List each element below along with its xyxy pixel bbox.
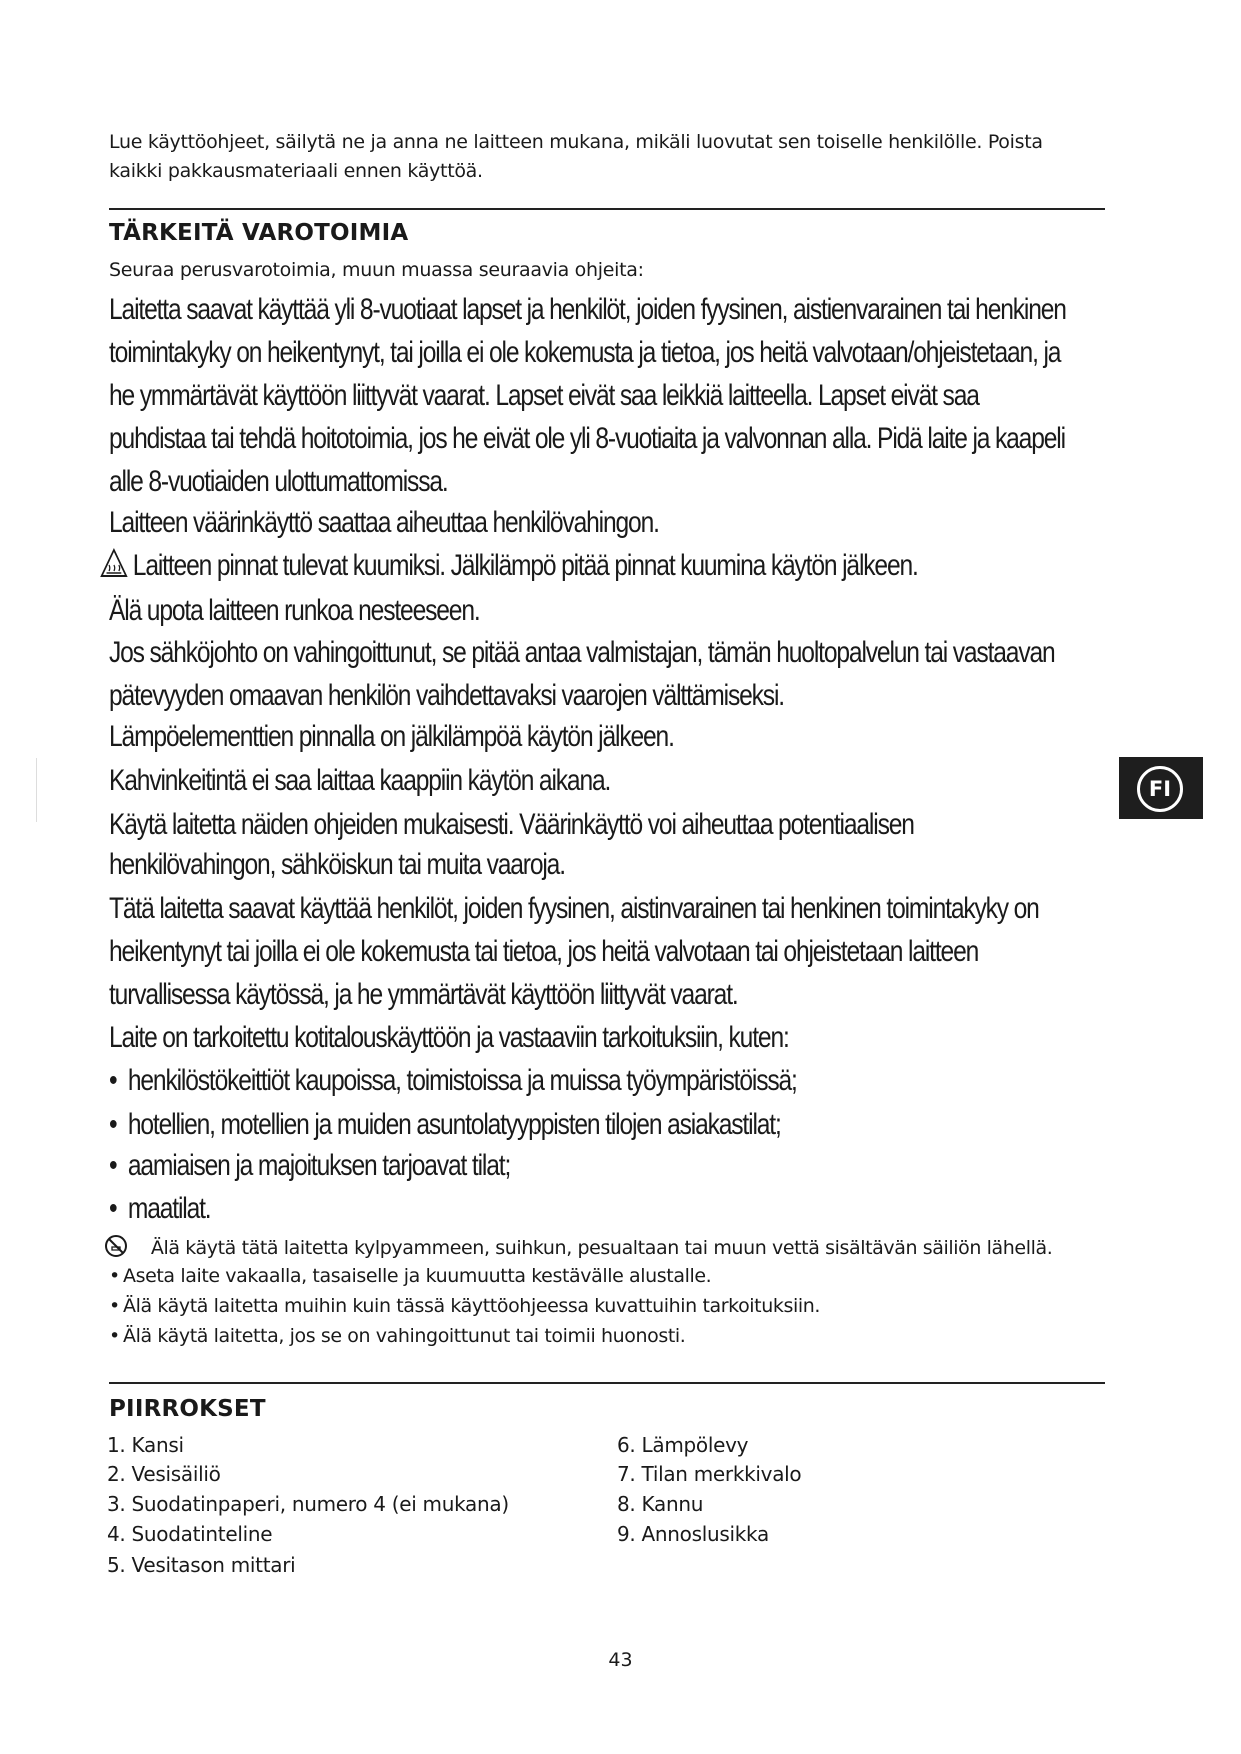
hot-surface-icon	[100, 548, 128, 586]
part-item: 6. Lämpölevy	[617, 1433, 749, 1457]
safety-subheading: Seuraa perusvarotoimia, muun muassa seuraavia ohjeita:	[109, 259, 644, 281]
list-item: • hotellien, motellien ja muiden asuntolatyyppisten tilojen asiakastilat;	[109, 1108, 781, 1141]
intro-text	[109, 128, 1069, 186]
part-item: 7. Tilan merkkivalo	[617, 1462, 802, 1486]
hot-surface-warning	[100, 548, 918, 586]
part-item: 2. Vesisäiliö	[107, 1462, 221, 1486]
safety-line: Käytä laitetta näiden ohjeiden mukaisesti. Väärinkäyttö voi aiheuttaa potentiaalisen	[109, 808, 914, 841]
list-item: • aamiaisen ja majoituksen tarjoavat tilat;	[109, 1149, 511, 1182]
page-number: 43	[608, 1649, 633, 1671]
safety-line: puhdistaa tai tehdä hoitotoimia, jos he eivät ole yli 8-vuotiaita ja valvonnan alla. Pidä laite ja kaapeli	[109, 422, 1065, 455]
list-item: • henkilöstökeittiöt kaupoissa, toimistoissa ja muissa työympäristöissä;	[109, 1064, 797, 1097]
safety-heading: TÄRKEITÄ VAROTOIMIA	[109, 220, 409, 246]
safety-line: toimintakyky on heikentynyt, tai joilla ei ole kokemusta ja tietoa, jos heitä valvotaan/ohjeistetaan, ja	[109, 336, 1061, 369]
part-item: 5. Vesitason mittari	[107, 1553, 296, 1577]
parts-heading: PIIRROKSET	[109, 1396, 266, 1422]
water-warning-text: Älä käytä tätä laitetta kylpyammeen, suihkun, pesualtaan tai muun vettä sisältävän säiliön lähellä.	[150, 1237, 1053, 1259]
safety-line: Laitetta saavat käyttää yli 8-vuotiaat lapset ja henkilöt, joiden fyysinen, aistienvarainen tai henkinen	[109, 293, 1066, 326]
safety-line: Laitteen väärinkäyttö saattaa aiheuttaa henkilövahingon.	[109, 506, 659, 539]
list-item: • Aseta laite vakaalla, tasaiselle ja kuumuutta kestävälle alustalle.	[109, 1265, 712, 1287]
no-water-icon	[104, 1234, 128, 1263]
safety-line: heikentynyt tai joilla ei ole kokemusta tai tietoa, jos heitä valvotaan tai ohjeistetaan laitteen	[109, 935, 979, 968]
safety-line: pätevyyden omaavan henkilön vaihdettavaksi vaarojen välttämiseksi.	[109, 679, 784, 712]
part-item: 4. Suodatinteline	[107, 1522, 273, 1546]
language-label: FI	[1137, 766, 1183, 812]
safety-line: he ymmärtävät käyttöön liittyvät vaarat. Lapset eivät saa leikkiä laitteella. Lapset eivät saa	[109, 379, 979, 412]
water-warning	[104, 1234, 1052, 1263]
part-item: 3. Suodatinpaperi, numero 4 (ei mukana)	[107, 1492, 509, 1516]
safety-line: alle 8-vuotiaiden ulottumattomissa.	[109, 465, 448, 498]
safety-line: Laite on tarkoitettu kotitalouskäyttöön ja vastaaviin tarkoituksiin, kuten:	[109, 1021, 789, 1054]
language-tab	[1119, 757, 1203, 819]
safety-line: Kahvinkeitintä ei saa laittaa kaappiin käytön aikana.	[109, 764, 611, 797]
intro-line-2: kaikki pakkausmateriaali ennen käyttöä.	[109, 160, 483, 182]
hot-surface-text: Laitteen pinnat tulevat kuumiksi. Jälkilämpö pitää pinnat kuumina käytön jälkeen.	[132, 548, 918, 582]
list-item: • Älä käytä laitetta muihin kuin tässä käyttöohjeessa kuvattuihin tarkoituksiin.	[109, 1295, 821, 1317]
part-item: 1. Kansi	[107, 1433, 184, 1457]
section-divider	[109, 208, 1105, 210]
margin-mark	[36, 758, 37, 822]
section-divider	[109, 1382, 1105, 1384]
list-item: • maatilat.	[109, 1192, 211, 1225]
safety-line: turvallisessa käytössä, ja he ymmärtävät käyttöön liittyvät vaarat.	[109, 978, 738, 1011]
safety-line: Jos sähköjohto on vahingoittunut, se pitää antaa valmistajan, tämän huoltopalvelun tai vastaavan	[109, 636, 1055, 669]
list-item: • Älä käytä laitetta, jos se on vahingoittunut tai toimii huonosti.	[109, 1325, 686, 1347]
intro-line-1: Lue käyttöohjeet, säilytä ne ja anna ne laitteen mukana, mikäli luovutat sen toiselle henkilölle. Poista	[109, 131, 1043, 153]
part-item: 8. Kannu	[617, 1492, 704, 1516]
safety-line: henkilövahingon, sähköiskun tai muita vaaroja.	[109, 848, 565, 881]
safety-line: Lämpöelementtien pinnalla on jälkilämpöä käytön jälkeen.	[109, 720, 674, 753]
part-item: 9. Annoslusikka	[617, 1522, 769, 1546]
safety-line: Tätä laitetta saavat käyttää henkilöt, joiden fyysinen, aistinvarainen tai henkinen toimintakyky on	[109, 892, 1039, 925]
safety-line: Älä upota laitteen runkoa nesteeseen.	[109, 594, 480, 627]
